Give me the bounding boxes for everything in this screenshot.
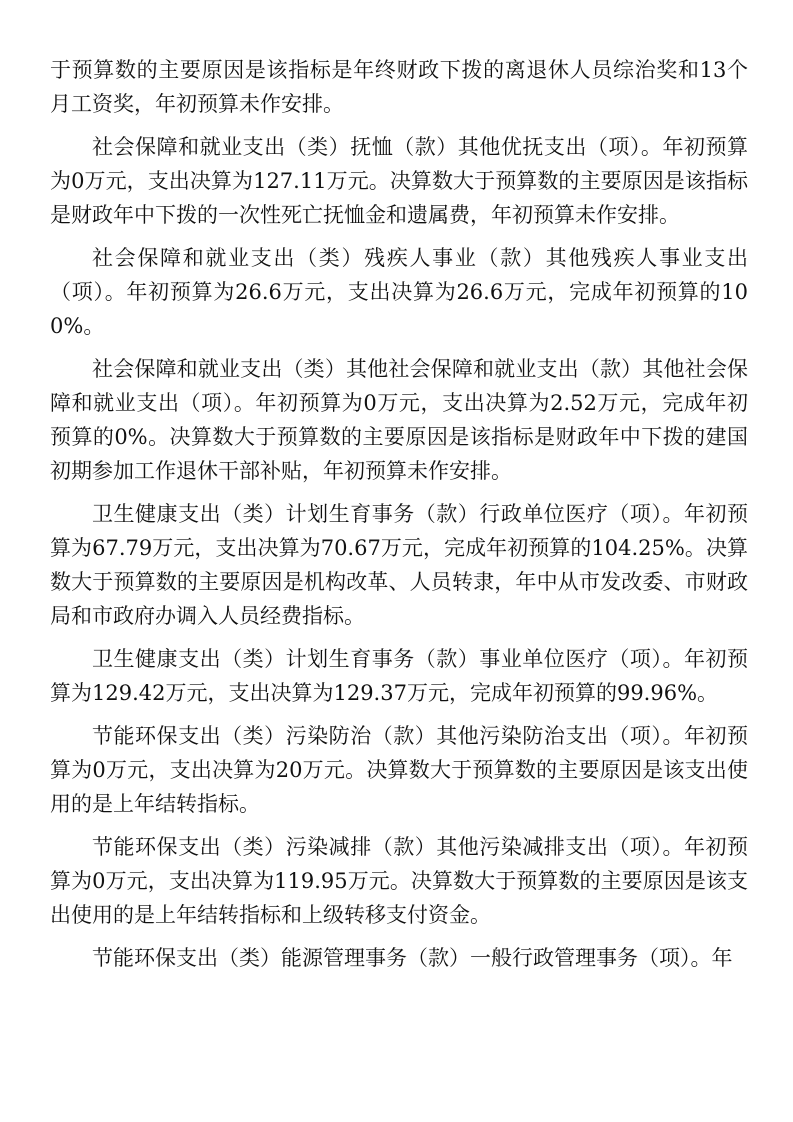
paragraph-4: 社会保障和就业支出（类）其他社会保障和就业支出（款）其他社会保障和就业支出（项）。年初预算为0万元，支出决算为2.52万元，完成年初预算的0%。决算数大于预算数的主要原因是该指标是财政年中下拨的建国初期参加工作退休干部补贴，年初预算未作安排。 — [50, 357, 748, 483]
paragraph-9: 节能环保支出（类）能源管理事务（款）一般行政管理事务（项）。年 — [92, 946, 733, 970]
paragraph-2: 社会保障和就业支出（类）抚恤（款）其他优抚支出（项）。年初预算为0万元，支出决算为127.11万元。决算数大于预算数的主要原因是该指标是财政年中下拨的一次性死亡抚恤金和遗属费，年初预算未作安排。 — [50, 135, 748, 227]
document-page — [50, 53, 748, 984]
paragraph-8: 节能环保支出（类）污染减排（款）其他污染减排支出（项）。年初预算为0万元，支出决算为119.95万元。决算数大于预算数的主要原因是该支出使用的是上年结转指标和上级转移支付资金。 — [50, 835, 748, 927]
paragraph-7: 节能环保支出（类）污染防治（款）其他污染防治支出（项）。年初预算为0万元，支出决算为20万元。决算数大于预算数的主要原因是该支出使用的是上年结转指标。 — [50, 724, 748, 816]
paragraph-1: 于预算数的主要原因是该指标是年终财政下拨的离退休人员综治奖和13个月工资奖，年初预算未作安排。 — [50, 58, 748, 116]
paragraph-6: 卫生健康支出（类）计划生育事务（款）事业单位医疗（项）。年初预算为129.42万元，支出决算为129.37万元，完成年初预算的99.96%。 — [50, 647, 748, 705]
paragraph-3: 社会保障和就业支出（类）残疾人事业（款）其他残疾人事业支出（项）。年初预算为26.6万元，支出决算为26.6万元，完成年初预算的100%。 — [50, 246, 748, 338]
paragraph-5: 卫生健康支出（类）计划生育事务（款）行政单位医疗（项）。年初预算为67.79万元，支出决算为70.67万元，完成年初预算的104.25%。决算数大于预算数的主要原因是机构改革、人员转隶，年中从市发改委、市财政局和市政府办调入人员经费指标。 — [50, 502, 748, 628]
